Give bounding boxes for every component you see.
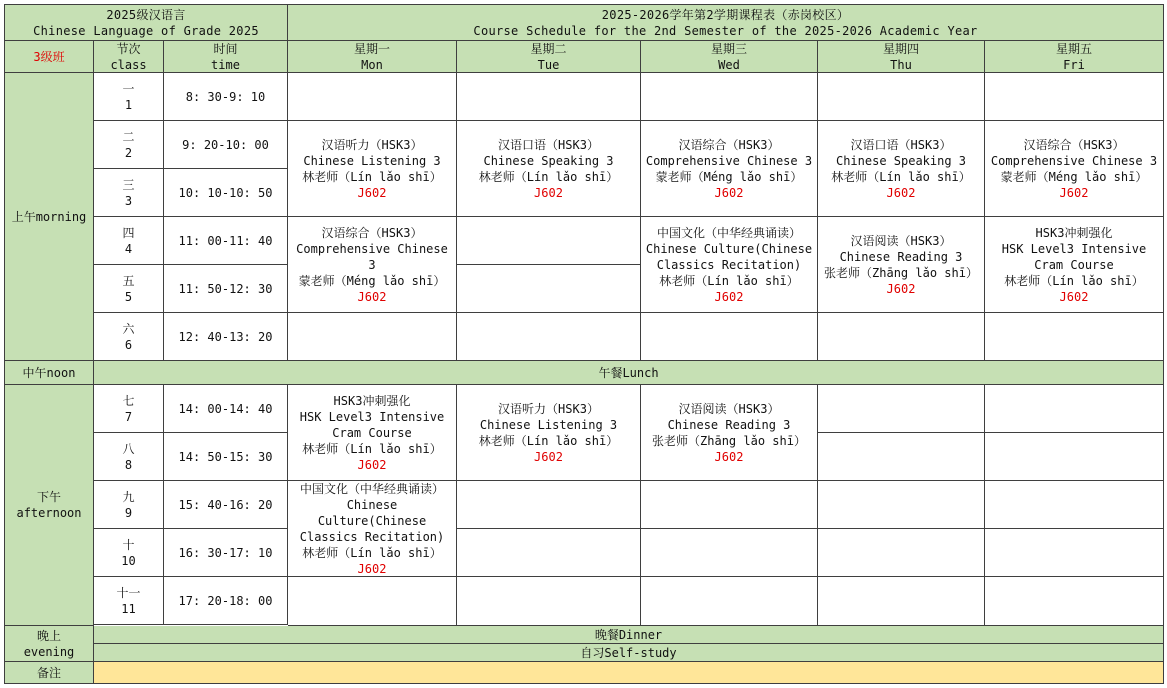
period-time-cell[interactable] — [164, 217, 288, 265]
course-title-zh: 中国文化（中华经典诵读） — [299, 481, 444, 496]
course-cell-thu-p2-3[interactable] — [818, 121, 985, 217]
empty-slot-cell[interactable] — [985, 577, 1164, 626]
period-number-zh: 七 — [122, 393, 135, 408]
period-header-en: class — [110, 57, 147, 72]
class-name-cell[interactable] — [4, 41, 94, 73]
day-en: Fri — [1063, 57, 1085, 72]
course-cell-mon-p9-10[interactable] — [288, 481, 457, 577]
period-number: 9 — [124, 505, 133, 520]
empty-slot-cell[interactable] — [457, 73, 641, 121]
empty-slot-cell[interactable] — [288, 313, 457, 361]
course-title-zh: HSK3冲刺强化 — [1035, 225, 1113, 240]
course-room: J602 — [357, 561, 387, 576]
period-time: 15: 40-16: 20 — [178, 497, 273, 512]
course-title-zh: 汉语综合（HSK3） — [678, 137, 780, 152]
day-en: Tue — [537, 57, 560, 72]
course-cell-wed-p2-3[interactable] — [641, 121, 818, 217]
empty-slot-cell[interactable] — [457, 529, 641, 577]
course-teacher: 张老师（Zhāng lǎo shī） — [652, 433, 806, 448]
course-title-en: Chinese Culture(Chinese Classics Recitation) — [299, 497, 445, 544]
period-number-cell[interactable] — [94, 169, 164, 217]
notes-row[interactable] — [94, 662, 1164, 684]
empty-slot-cell[interactable] — [985, 433, 1164, 481]
course-teacher: 林老师（Lín lǎo shī） — [478, 169, 619, 184]
day-header-tue[interactable] — [457, 41, 641, 73]
period-time: 8: 30-9: 10 — [185, 89, 266, 104]
empty-slot-cell[interactable] — [288, 577, 457, 626]
course-cell-fri-p2-3[interactable] — [985, 121, 1164, 217]
period-time: 16: 30-17: 10 — [178, 545, 273, 560]
period-time-cell[interactable] — [164, 385, 288, 433]
period-number: 1 — [124, 97, 133, 112]
period-header[interactable] — [94, 41, 164, 73]
course-teacher: 蒙老师（Méng lǎo shī） — [655, 169, 803, 184]
course-room: J602 — [1059, 289, 1089, 304]
section-afternoon-en: afternoon — [16, 506, 82, 520]
course-teacher: 蒙老师（Méng lǎo shī） — [1000, 169, 1148, 184]
period-time-cell[interactable] — [164, 265, 288, 313]
period-number-cell[interactable] — [94, 73, 164, 121]
empty-slot-cell[interactable] — [818, 529, 985, 577]
period-number-zh: 十 — [122, 537, 135, 552]
course-title-en: Chinese Reading 3 — [839, 249, 963, 264]
course-room: J602 — [357, 289, 387, 304]
empty-slot-cell[interactable] — [641, 73, 818, 121]
empty-slot-cell[interactable] — [457, 481, 641, 529]
period-time-cell[interactable] — [164, 433, 288, 481]
course-room: J602 — [534, 449, 563, 464]
day-zh: 星期四 — [882, 41, 919, 56]
section-evening-zh: 晚上 — [36, 628, 61, 643]
lunch-label: 午餐Lunch — [598, 365, 659, 380]
empty-slot-cell[interactable] — [985, 385, 1164, 433]
dinner-label: 晚餐Dinner — [594, 627, 663, 642]
period-time: 14: 50-15: 30 — [178, 449, 273, 464]
course-cell-tue-p2-3[interactable] — [457, 121, 641, 217]
day-en: Wed — [718, 57, 740, 72]
period-number-cell[interactable] — [94, 265, 164, 313]
day-header-mon[interactable] — [288, 41, 457, 73]
section-notes[interactable] — [4, 662, 94, 684]
course-room: J602 — [886, 185, 916, 200]
period-number-zh: 九 — [122, 489, 135, 504]
course-teacher: 林老师（Lín lǎo shī） — [659, 273, 799, 288]
course-cell-wed-p4-5[interactable] — [641, 217, 818, 313]
course-title-en: Chinese Speaking 3 — [835, 153, 967, 168]
day-zh: 星期一 — [353, 41, 390, 56]
course-cell-fri-p4-5[interactable] — [985, 217, 1164, 313]
period-header-zh: 节次 — [116, 41, 141, 56]
course-title-zh: 汉语听力（HSK3） — [321, 137, 423, 152]
empty-slot-cell[interactable] — [288, 73, 457, 121]
time-header-en: time — [211, 57, 240, 72]
course-title-zh: 汉语听力（HSK3） — [498, 401, 599, 416]
empty-slot-cell[interactable] — [818, 481, 985, 529]
program-title-zh: 2025级汉语言 — [106, 7, 186, 22]
period-number: 4 — [124, 241, 133, 256]
course-cell-thu-p4-5[interactable] — [818, 217, 985, 313]
course-room: J602 — [1059, 185, 1089, 200]
course-title-zh: 汉语综合（HSK3） — [1023, 137, 1125, 152]
course-title-zh: 中国文化（中华经典诵读） — [656, 225, 801, 240]
day-en: Mon — [361, 57, 383, 72]
dinner-row[interactable] — [94, 626, 1164, 644]
period-number-zh: 一 — [122, 81, 135, 96]
period-number-zh: 四 — [122, 225, 135, 240]
self-study-row[interactable] — [94, 644, 1164, 662]
course-title-en: Comprehensive Chinese 3 — [296, 241, 448, 272]
empty-slot-cell[interactable] — [985, 73, 1164, 121]
period-time: 14: 00-14: 40 — [178, 401, 273, 416]
period-number-zh: 六 — [122, 321, 135, 336]
section-evening[interactable] — [4, 626, 94, 662]
course-title-en: HSK Level3 Intensive Cram Course — [299, 409, 445, 440]
course-teacher: 蒙老师（Méng lǎo shī） — [298, 273, 446, 288]
day-header-thu[interactable] — [818, 41, 985, 73]
course-title-zh: 汉语口语（HSK3） — [850, 137, 952, 152]
course-teacher: 林老师（Lín lǎo shī） — [302, 545, 442, 560]
period-number-cell[interactable] — [94, 385, 164, 433]
course-teacher: 林老师（Lín lǎo shī） — [302, 441, 442, 456]
empty-slot-cell[interactable] — [641, 481, 818, 529]
period-number: 5 — [124, 289, 133, 304]
course-title-zh: 汉语阅读（HSK3） — [850, 233, 952, 248]
empty-slot-cell[interactable] — [641, 577, 818, 626]
period-time: 11: 00-11: 40 — [178, 233, 273, 248]
course-teacher: 林老师（Lín lǎo shī） — [302, 169, 442, 184]
period-number: 7 — [124, 409, 133, 424]
course-title-zh: 汉语阅读（HSK3） — [678, 401, 780, 416]
section-evening-en: evening — [23, 644, 75, 659]
period-number-zh: 五 — [122, 273, 135, 288]
course-cell-mon-p4-6[interactable] — [288, 217, 457, 313]
course-room: J602 — [714, 185, 744, 200]
section-afternoon[interactable] — [4, 385, 94, 626]
empty-slot-cell[interactable] — [457, 217, 641, 265]
period-number-zh: 八 — [122, 441, 135, 456]
period-time-cell[interactable] — [164, 121, 288, 169]
empty-slot-cell[interactable] — [641, 313, 818, 361]
course-title-zh: 汉语口语（HSK3） — [498, 137, 599, 152]
section-notes-label: 备注 — [36, 665, 61, 680]
course-title-en: Chinese Listening 3 — [303, 153, 441, 168]
day-header-fri[interactable] — [985, 41, 1164, 73]
course-teacher: 林老师（Lín lǎo shī） — [1004, 273, 1144, 288]
empty-slot-cell[interactable] — [457, 577, 641, 626]
empty-slot-cell[interactable] — [985, 481, 1164, 529]
period-number-cell[interactable] — [94, 121, 164, 169]
course-room: J602 — [357, 185, 387, 200]
course-title-en: Chinese Culture(Chinese Classics Recitation) — [645, 241, 813, 272]
empty-slot-cell[interactable] — [818, 433, 985, 481]
period-number-zh: 十一 — [116, 585, 141, 600]
course-room: J602 — [714, 289, 744, 304]
period-time-cell[interactable] — [164, 73, 288, 121]
period-number: 10 — [121, 553, 136, 568]
lunch-row[interactable] — [94, 361, 1164, 385]
self-study-label: 自习Self-study — [580, 645, 677, 660]
period-time-cell[interactable] — [164, 577, 288, 625]
period-time-cell[interactable] — [164, 481, 288, 529]
empty-slot-cell[interactable] — [818, 577, 985, 626]
section-morning[interactable] — [4, 73, 94, 361]
period-number-cell[interactable] — [94, 433, 164, 481]
period-number: 2 — [124, 145, 133, 160]
course-title-en: HSK Level3 Intensive Cram Course — [1001, 241, 1147, 272]
course-teacher: 张老师（Zhāng lǎo shī） — [824, 265, 978, 280]
empty-slot-cell[interactable] — [457, 265, 641, 313]
course-room: J602 — [534, 185, 563, 200]
period-number: 3 — [124, 193, 133, 208]
day-header-wed[interactable] — [641, 41, 818, 73]
program-title-cell[interactable] — [4, 4, 288, 41]
empty-slot-cell[interactable] — [985, 529, 1164, 577]
empty-slot-cell[interactable] — [457, 313, 641, 361]
course-title-zh: HSK3冲刺强化 — [333, 393, 411, 408]
course-title-en: Comprehensive Chinese 3 — [645, 153, 813, 168]
empty-slot-cell[interactable] — [818, 73, 985, 121]
day-zh: 星期五 — [1055, 41, 1092, 56]
period-number: 8 — [124, 457, 133, 472]
course-teacher: 林老师（Lín lǎo shī） — [478, 433, 619, 448]
course-cell-mon-p2-3[interactable] — [288, 121, 457, 217]
period-number: 11 — [121, 601, 136, 616]
day-zh: 星期二 — [530, 41, 567, 56]
course-cell-tue-p7-8[interactable] — [457, 385, 641, 481]
course-room: J602 — [357, 457, 387, 472]
period-time: 11: 50-12: 30 — [178, 281, 273, 296]
course-title-zh: 汉语综合（HSK3） — [321, 225, 423, 240]
section-afternoon-zh: 下午 — [36, 490, 61, 504]
period-time: 12: 40-13: 20 — [178, 329, 273, 344]
course-cell-wed-p7-8[interactable] — [641, 385, 818, 481]
period-time-cell[interactable] — [164, 169, 288, 217]
course-title-en: Chinese Reading 3 — [667, 417, 791, 432]
program-title-en: Chinese Language of Grade 2025 — [33, 23, 259, 38]
period-time-cell[interactable] — [164, 529, 288, 577]
period-number-cell[interactable] — [94, 481, 164, 529]
day-en: Thu — [890, 57, 912, 72]
day-zh: 星期三 — [710, 41, 747, 56]
period-number-cell[interactable] — [94, 529, 164, 577]
course-teacher: 林老师（Lín lǎo shī） — [831, 169, 971, 184]
empty-slot-cell[interactable] — [818, 385, 985, 433]
course-room: J602 — [886, 281, 916, 296]
schedule-title-zh: 2025-2026学年第2学期课程表（赤岗校区） — [601, 7, 850, 22]
empty-slot-cell[interactable] — [641, 529, 818, 577]
course-title-en: Comprehensive Chinese 3 — [990, 153, 1158, 168]
time-header[interactable] — [164, 41, 288, 73]
period-number-zh: 二 — [122, 129, 135, 144]
period-time-cell[interactable] — [164, 313, 288, 361]
period-time: 17: 20-18: 00 — [178, 593, 273, 608]
course-title-en: Chinese Speaking 3 — [483, 153, 614, 168]
course-room: J602 — [714, 449, 744, 464]
empty-slot-cell[interactable] — [985, 313, 1164, 361]
period-time: 10: 10-10: 50 — [178, 185, 273, 200]
section-noon-label: 中午noon — [22, 365, 76, 380]
class-name: 3级班 — [33, 49, 65, 64]
period-number-cell[interactable] — [94, 577, 164, 625]
period-time: 9: 20-10: 00 — [182, 137, 269, 152]
period-number-cell[interactable] — [94, 313, 164, 361]
time-header-zh: 时间 — [213, 41, 238, 56]
period-number-cell[interactable] — [94, 217, 164, 265]
empty-slot-cell[interactable] — [818, 313, 985, 361]
period-number: 6 — [124, 337, 133, 352]
course-title-en: Chinese Listening 3 — [479, 417, 618, 432]
section-noon[interactable] — [4, 361, 94, 385]
schedule-title-en: Course Schedule for the 2nd Semester of the 2025-2026 Academic Year — [473, 23, 978, 38]
period-number-zh: 三 — [122, 177, 135, 192]
course-cell-mon-p7-8[interactable] — [288, 385, 457, 481]
section-morning-label: 上午morning — [11, 209, 87, 224]
schedule-title-cell[interactable] — [288, 4, 1164, 41]
